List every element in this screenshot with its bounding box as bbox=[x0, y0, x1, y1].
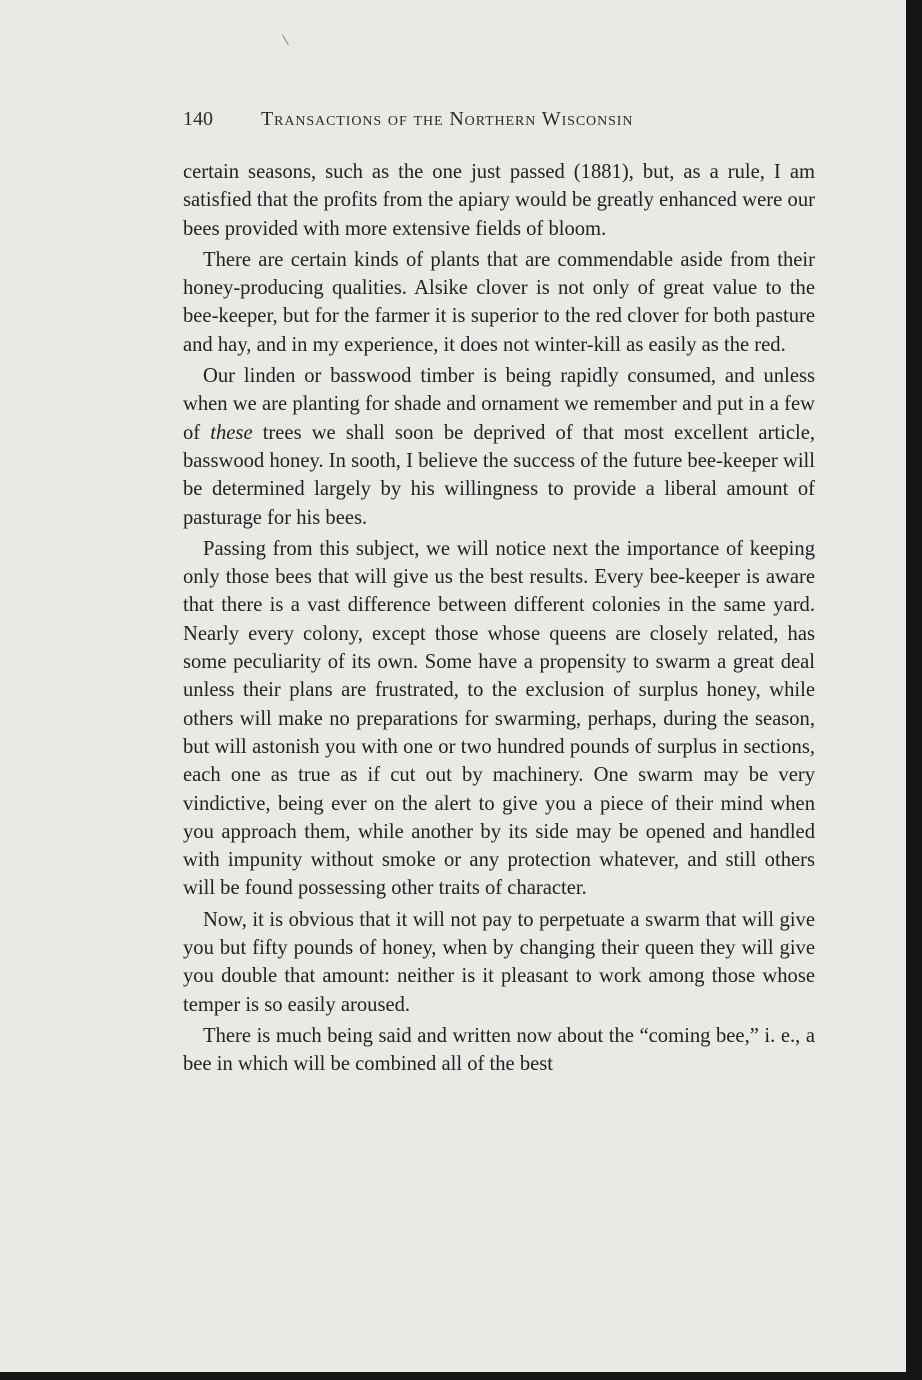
paragraph-2-text: There are certain kinds of plants that are commendable aside from their honey-producing qualities. Alsike clover is not only of great value to the bee-keeper, but for the farmer it is superior to the red clover for both pasture and hay, and in my experience, it does not winter-kill as easily as the red. bbox=[183, 248, 815, 356]
scan-edge-right bbox=[906, 0, 922, 1380]
paragraph-2 bbox=[183, 246, 815, 359]
paragraph-3-text-before: Our linden or basswood timber is being rapidly consumed, and unless when we are planting for shade and ornament we remember and put in a few of bbox=[183, 365, 815, 444]
scan-edge-bottom bbox=[0, 1372, 922, 1380]
paragraph-5-text: Now, it is obvious that it will not pay to perpetuate a swarm that will give you but fifty pounds of honey, when by changing their queen they will give you double that amount: neither is it pleasant to work among those whose temper is so easily aroused. bbox=[183, 908, 815, 1016]
paragraph-3-emphasis: these bbox=[210, 421, 253, 444]
paragraph-4 bbox=[183, 535, 815, 903]
paragraph-1 bbox=[183, 158, 815, 243]
paragraph-6-text: There is much being said and written now about the “coming bee,” i. e., a bee in which will be combined all of the best bbox=[183, 1024, 815, 1076]
scan-speck bbox=[282, 35, 289, 46]
paragraph-1-text: certain seasons, such as the one just passed (1881), but, as a rule, I am satisfied that the profits from the apiary would be greatly enhanced were our bees provided with more extensive fields of bloom. bbox=[183, 161, 815, 240]
paragraph-3 bbox=[183, 362, 815, 532]
paragraph-5 bbox=[183, 906, 815, 1019]
paragraph-6 bbox=[183, 1022, 815, 1079]
paragraph-3-text-after: trees we shall soon be deprived of that most excellent article, basswood honey. In sooth, I believe the success of the future bee-keeper will be determined largely by his willingness to provide a liberal amount of pasturage for his bees. bbox=[183, 421, 815, 529]
page-number: 140 bbox=[183, 108, 213, 130]
running-head bbox=[183, 104, 783, 134]
body-text bbox=[183, 158, 815, 1079]
paragraph-4-text: Passing from this subject, we will notice next the importance of keeping only those bees that will give us the best results. Every bee-keeper is aware that there is a vast difference between different colonies in the same yard. Nearly every colony, except those whose queens are closely related, has some peculiarity of its own. Some have a propensity to swarm a great deal unless their plans are frustrated, to the exclusion of surplus honey, while others will make no preparations for swarming, perhaps, during the season, but will astonish you with one or two hundred pounds of surplus in sections, each one as true as if cut out by machinery. One swarm may be very vindictive, being ever on the alert to give you a piece of their mind when you approach them, while another by its side may be opened and handled with impunity without smoke or any protection whatever, and still others will be found possessing other traits of character. bbox=[183, 537, 815, 900]
running-title: Transactions of the Northern Wisconsin bbox=[261, 108, 634, 130]
